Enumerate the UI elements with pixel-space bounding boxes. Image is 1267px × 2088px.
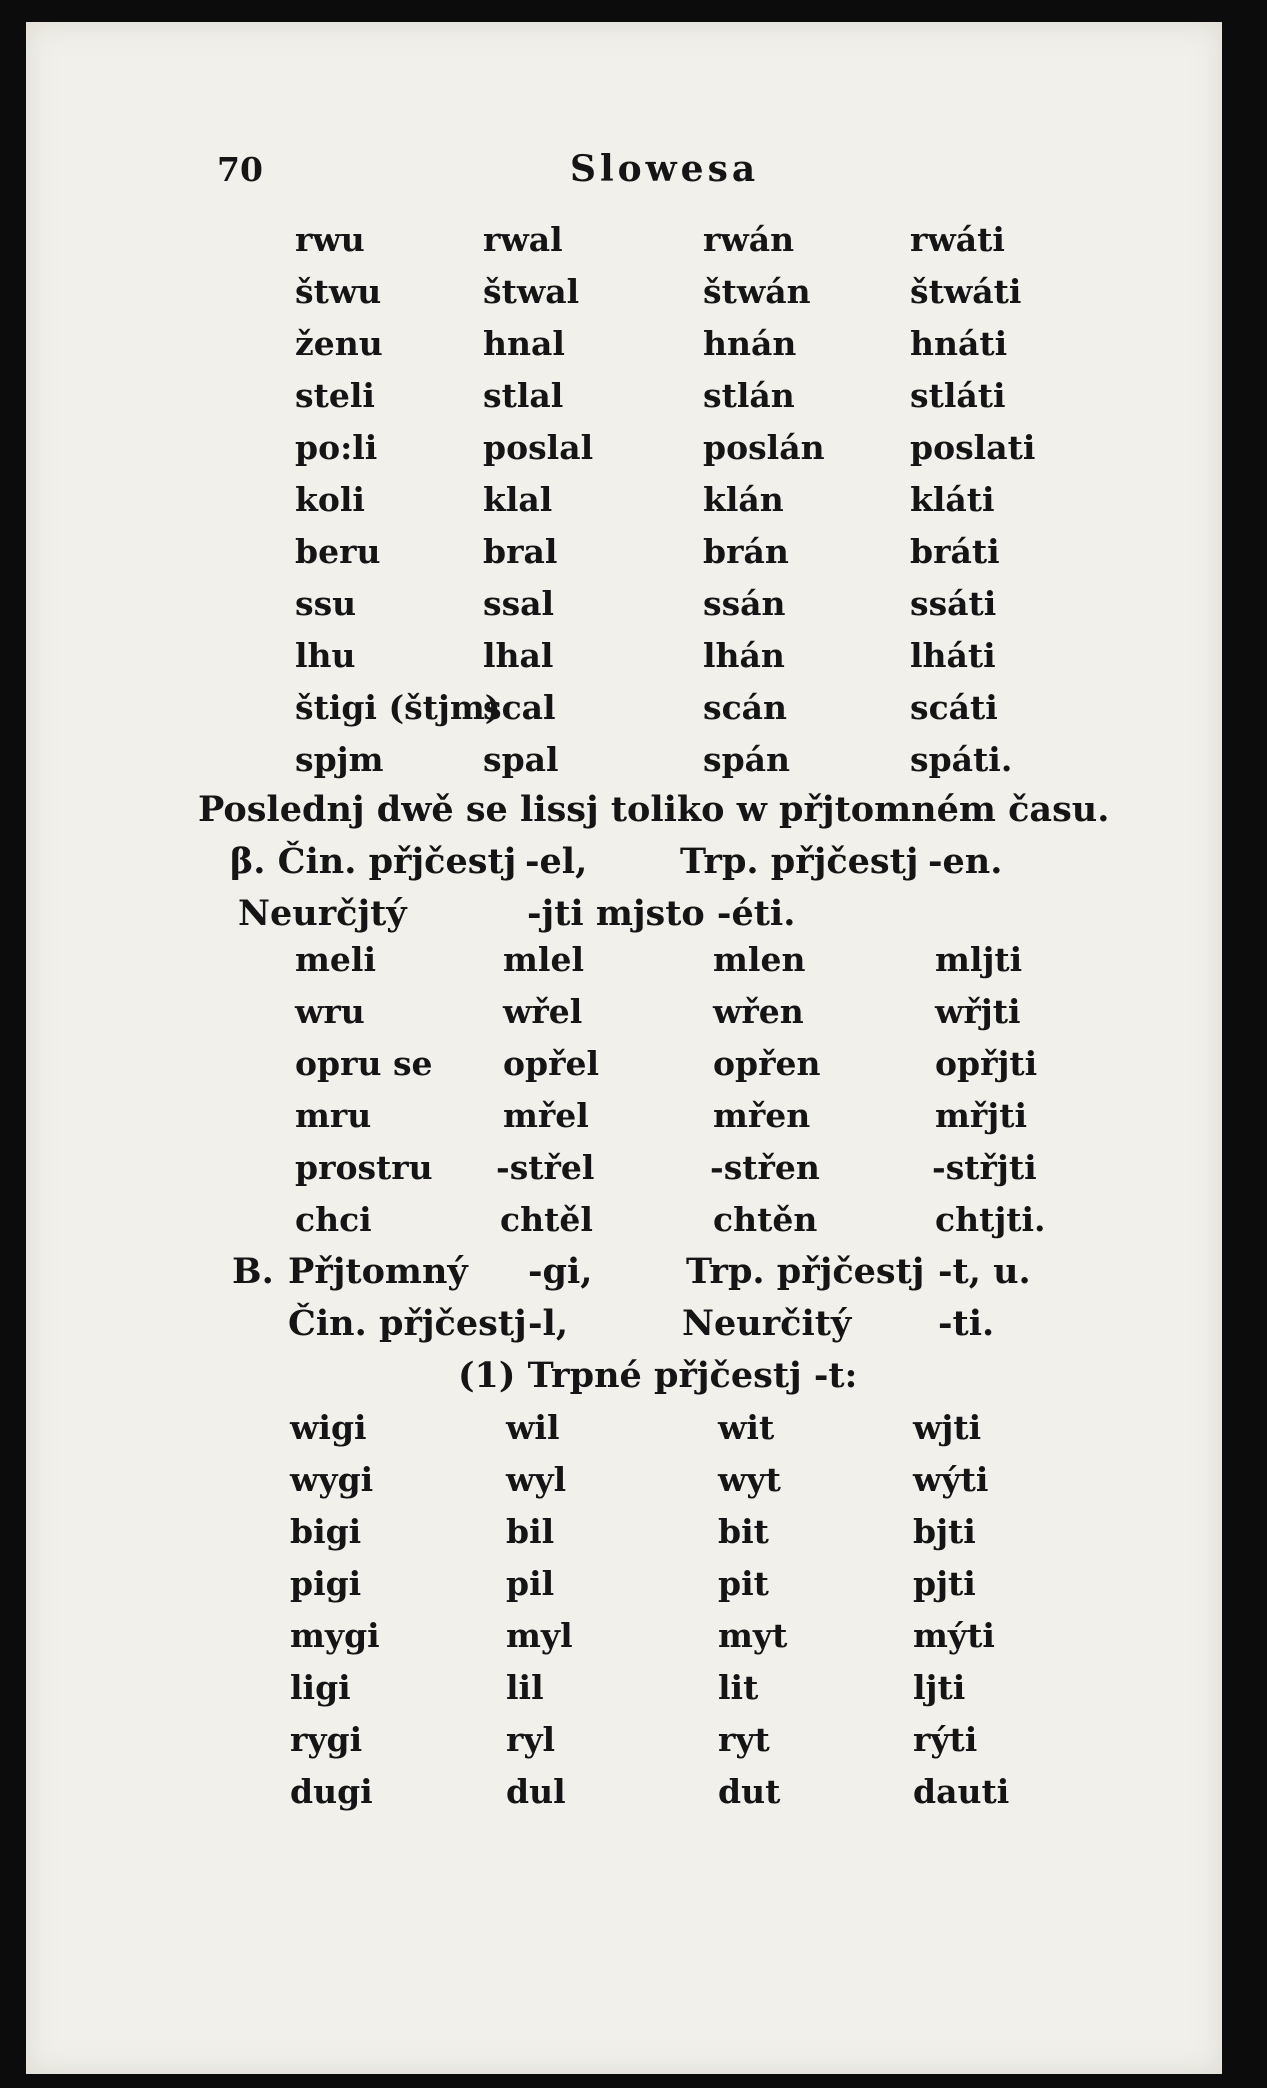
passive-participle: wyt [718, 1460, 781, 1499]
infinitive: wjti [913, 1408, 982, 1447]
present-form: štwu [295, 272, 382, 311]
present-form: po:li [295, 428, 378, 467]
passive-participle-label: Trp. přjčestj [686, 1251, 925, 1292]
infinitive: ljti [913, 1668, 966, 1707]
present-form: štigi (štjm) [295, 688, 501, 727]
page-title: Slowesa [570, 148, 760, 190]
present-form: dugi [290, 1772, 373, 1811]
infinitive-label: Neurčitý [682, 1303, 852, 1344]
active-participle: mřel [503, 1096, 589, 1135]
passive-participle: ryt [718, 1720, 770, 1759]
active-participle: dul [506, 1772, 566, 1811]
passive-participle: wit [718, 1408, 775, 1447]
table-row [0, 423, 1267, 473]
passive-participle-ending: -t, u. [938, 1251, 1031, 1292]
infinitive: wýti [913, 1460, 989, 1499]
table-row [0, 683, 1267, 733]
present-form: prostru [295, 1148, 433, 1187]
infinitive: kláti [910, 480, 995, 519]
table-row [0, 215, 1267, 265]
table-row [0, 1715, 1267, 1765]
active-participle: ryl [506, 1720, 556, 1759]
table-row [0, 1091, 1267, 1141]
infinitive: rwáti [910, 220, 1005, 259]
active-participle: bral [483, 532, 558, 571]
infinitive: rýti [913, 1720, 978, 1759]
passive-participle: wřen [713, 992, 804, 1031]
table-row [0, 1767, 1267, 1817]
active-participle: poslal [483, 428, 594, 467]
table-row [0, 1455, 1267, 1505]
table-row [0, 1195, 1267, 1245]
passive-participle: mlen [713, 940, 806, 979]
present-form: opru se [295, 1044, 433, 1083]
active-participle: chtěl [500, 1200, 593, 1239]
active-participle: stlal [483, 376, 564, 415]
table-row [0, 631, 1267, 681]
table-row [0, 1039, 1267, 1089]
passive-participle: lit [718, 1668, 759, 1707]
present-form: mru [295, 1096, 372, 1135]
active-participle: wřel [503, 992, 583, 1031]
passive-participle: rwán [703, 220, 795, 259]
passive-participle: ssán [703, 584, 786, 623]
infinitive: wřjti [935, 992, 1021, 1031]
table-row [0, 267, 1267, 317]
infinitive: poslati [910, 428, 1036, 467]
table-row [0, 527, 1267, 577]
infinitive: mljti [935, 940, 1023, 979]
passive-participle: lhán [703, 636, 785, 675]
active-participle: lhal [483, 636, 554, 675]
passive-participle: hnán [703, 324, 797, 363]
passive-participle-label: Trp. přjčestj [680, 841, 919, 882]
infinitive: dauti [913, 1772, 1010, 1811]
passive-participle: opřen [713, 1044, 821, 1083]
table-row [0, 935, 1267, 985]
section-letter: B. [232, 1251, 274, 1292]
subheading: (1) Trpné přjčestj -t: [458, 1355, 858, 1396]
passive-participle: klán [703, 480, 784, 519]
b-line [0, 1247, 1267, 1297]
present-form: mygi [290, 1616, 380, 1655]
table-row [0, 579, 1267, 629]
active-participle: klal [483, 480, 553, 519]
passive-participle: -střen [710, 1148, 820, 1187]
table-row [0, 1507, 1267, 1557]
active-participle: rwal [483, 220, 563, 259]
beta-line [0, 837, 1267, 887]
active-participle-label: Čin. přjčestj [288, 1303, 527, 1344]
passive-participle: dut [718, 1772, 781, 1811]
active-participle: opřel [503, 1044, 600, 1083]
infinitive: pjti [913, 1564, 976, 1603]
active-participle: ssal [483, 584, 555, 623]
passive-participle: brán [703, 532, 789, 571]
passive-participle: chtěn [713, 1200, 818, 1239]
present-form: lhu [295, 636, 356, 675]
active-participle: wyl [506, 1460, 567, 1499]
active-participle-label: β. Čin. přjčestj [230, 841, 517, 882]
infinitive: opřjti [935, 1044, 1038, 1083]
table-row [0, 319, 1267, 369]
present-ending: -gi, [528, 1251, 593, 1292]
infinitive: mřjti [935, 1096, 1028, 1135]
infinitive-line [0, 889, 1267, 939]
passive-participle: myt [718, 1616, 788, 1655]
present-form: ssu [295, 584, 357, 623]
page-number: 70 [217, 150, 263, 189]
table-row [0, 1611, 1267, 1661]
passive-participle: štwán [703, 272, 811, 311]
active-participle: spal [483, 740, 559, 779]
present-form: ženu [295, 324, 383, 363]
active-participle: hnal [483, 324, 565, 363]
active-participle: scal [483, 688, 556, 727]
infinitive: bráti [910, 532, 1000, 571]
present-form: wru [295, 992, 365, 1031]
infinitive: mýti [913, 1616, 995, 1655]
passive-participle: spán [703, 740, 791, 779]
infinitive: spáti. [910, 740, 1013, 779]
active-participle-ending: -el, [525, 841, 588, 882]
active-participle: myl [506, 1616, 573, 1655]
table-row [0, 475, 1267, 525]
active-participle: lil [506, 1668, 544, 1707]
passive-participle: scán [703, 688, 788, 727]
infinitive: -střjti [932, 1148, 1037, 1187]
infinitive: štwáti [910, 272, 1022, 311]
infinitive: hnáti [910, 324, 1008, 363]
present-form: koli [295, 480, 365, 519]
present-form: rwu [295, 220, 365, 259]
note-line [0, 785, 1267, 835]
infinitive-label: Neurčjtý [238, 893, 407, 934]
infinitive: bjti [913, 1512, 976, 1551]
subheading-line [0, 1351, 1267, 1401]
table-row [0, 1663, 1267, 1713]
infinitive-rule: -jti mjsto -éti. [527, 893, 796, 934]
note-text: Poslednj dwě se lissj toliko w přjtomném času. [198, 789, 1110, 830]
infinitive: ssáti [910, 584, 997, 623]
table-row [0, 1559, 1267, 1609]
present-form: meli [295, 940, 376, 979]
table-row [0, 1403, 1267, 1453]
present-form: rygi [290, 1720, 363, 1759]
infinitive: stláti [910, 376, 1006, 415]
infinitive: chtjti. [935, 1200, 1046, 1239]
table-row [0, 1143, 1267, 1193]
active-participle-ending: -l, [528, 1303, 569, 1344]
present-label: Přjtomný [288, 1251, 468, 1292]
present-form: wygi [290, 1460, 374, 1499]
passive-participle-ending: -en. [928, 841, 1003, 882]
present-form: spjm [295, 740, 384, 779]
infinitive: lháti [910, 636, 996, 675]
present-form: beru [295, 532, 381, 571]
active-participle: pil [506, 1564, 555, 1603]
table-row [0, 987, 1267, 1037]
passive-participle: stlán [703, 376, 795, 415]
present-form: steli [295, 376, 375, 415]
infinitive-ending: -ti. [938, 1303, 995, 1344]
present-form: bigi [290, 1512, 362, 1551]
table-row [0, 735, 1267, 785]
table-row [0, 371, 1267, 421]
cin-line [0, 1299, 1267, 1349]
present-form: ligi [290, 1668, 351, 1707]
active-participle: wil [506, 1408, 560, 1447]
passive-participle: poslán [703, 428, 825, 467]
present-form: pigi [290, 1564, 362, 1603]
present-form: wigi [290, 1408, 367, 1447]
active-participle: -střel [496, 1148, 595, 1187]
passive-participle: mřen [713, 1096, 811, 1135]
present-form: chci [295, 1200, 372, 1239]
passive-participle: bit [718, 1512, 769, 1551]
active-participle: štwal [483, 272, 580, 311]
infinitive: scáti [910, 688, 998, 727]
active-participle: mlel [503, 940, 584, 979]
active-participle: bil [506, 1512, 555, 1551]
passive-participle: pit [718, 1564, 769, 1603]
